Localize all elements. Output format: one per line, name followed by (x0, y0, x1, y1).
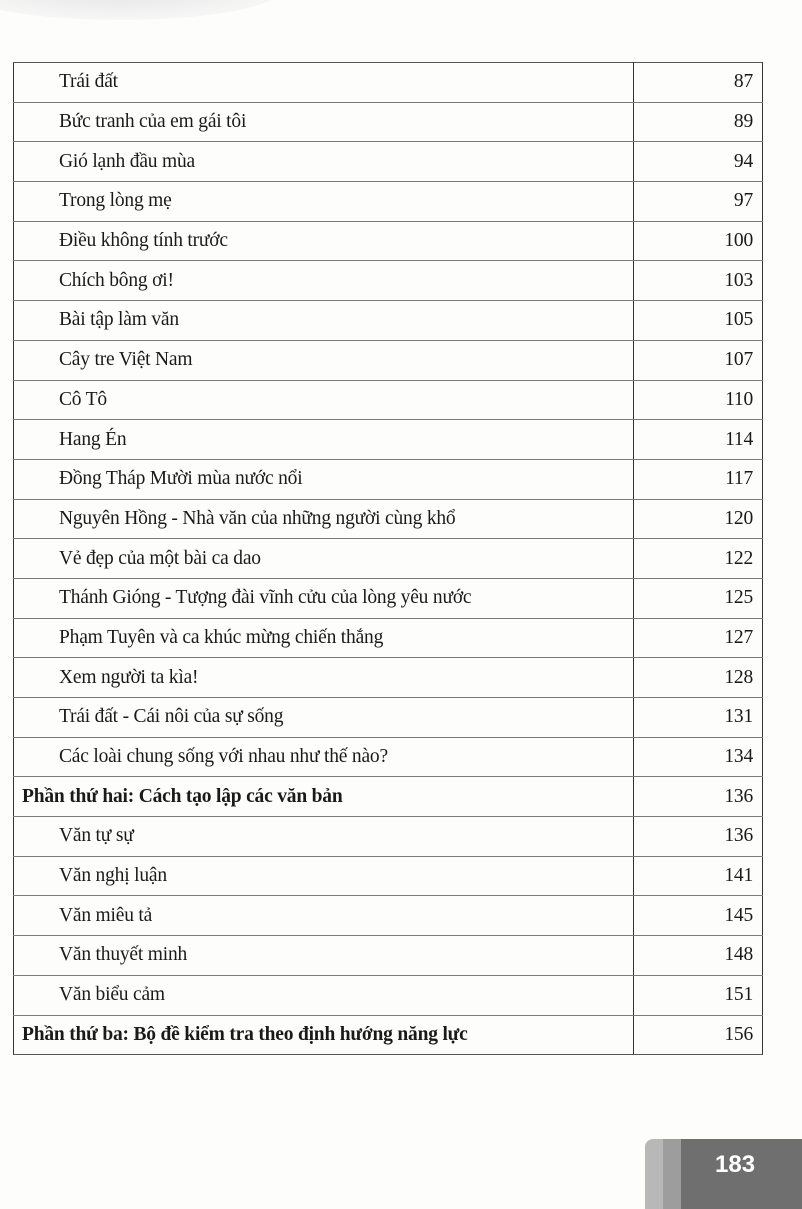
toc-row (14, 340, 763, 380)
toc-title: Bức tranh của em gái tôi (14, 102, 634, 142)
toc-title: Văn miêu tả (14, 896, 634, 936)
toc-page-number: 136 (634, 817, 763, 857)
toc-title: Gió lạnh đầu mùa (14, 142, 634, 182)
toc-page-number: 105 (634, 301, 763, 341)
toc-page-number: 136 (634, 777, 763, 817)
toc-page-number: 97 (634, 182, 763, 222)
toc-page-number: 134 (634, 737, 763, 777)
toc-title: Nguyên Hồng - Nhà văn của những người cùng khổ (14, 499, 634, 539)
toc-page-number: 151 (634, 975, 763, 1015)
toc-page-number: 156 (634, 1015, 763, 1055)
toc-page-number: 87 (634, 63, 763, 103)
toc-title: Văn tự sự (14, 817, 634, 857)
toc-section-row (14, 1015, 763, 1055)
toc-page-number: 114 (634, 420, 763, 460)
toc-title: Trái đất (14, 63, 634, 103)
toc-row (14, 618, 763, 658)
toc-row (14, 856, 763, 896)
toc-title: Văn thuyết minh (14, 936, 634, 976)
toc-page-number: 128 (634, 658, 763, 698)
toc-page-number: 117 (634, 459, 763, 499)
toc-row (14, 658, 763, 698)
toc-page-number: 94 (634, 142, 763, 182)
toc-row (14, 936, 763, 976)
toc-page-number: 100 (634, 221, 763, 261)
toc-page-number: 103 (634, 261, 763, 301)
toc-row (14, 221, 763, 261)
toc-page-number: 141 (634, 856, 763, 896)
toc-title: Hang Én (14, 420, 634, 460)
toc-page-number: 145 (634, 896, 763, 936)
toc-row (14, 737, 763, 777)
toc-title: Bài tập làm văn (14, 301, 634, 341)
toc-title: Đồng Tháp Mười mùa nước nổi (14, 459, 634, 499)
toc-row (14, 578, 763, 618)
toc-title: Các loài chung sống với nhau như thế nào? (14, 737, 634, 777)
toc-row (14, 539, 763, 579)
toc-row (14, 142, 763, 182)
page-number: 183 (715, 1151, 756, 1178)
toc-row (14, 896, 763, 936)
toc-title: Vẻ đẹp của một bài ca dao (14, 539, 634, 579)
toc-row (14, 817, 763, 857)
toc-title: Thánh Gióng - Tượng đài vĩnh cửu của lòng yêu nước (14, 578, 634, 618)
toc-title: Trái đất - Cái nôi của sự sống (14, 698, 634, 738)
toc-page-number: 89 (634, 102, 763, 142)
toc-section-row (14, 777, 763, 817)
toc-title: Cây tre Việt Nam (14, 340, 634, 380)
toc-page-number: 120 (634, 499, 763, 539)
toc-row (14, 380, 763, 420)
toc-row (14, 301, 763, 341)
toc-row (14, 182, 763, 222)
toc-title: Điều không tính trước (14, 221, 634, 261)
toc-title: Phần thứ hai: Cách tạo lập các văn bản (14, 777, 634, 817)
toc-page-number: 107 (634, 340, 763, 380)
toc-title: Phạm Tuyên và ca khúc mừng chiến thắng (14, 618, 634, 658)
toc-title: Cô Tô (14, 380, 634, 420)
toc-row (14, 102, 763, 142)
table-of-contents (13, 62, 763, 1055)
toc-row (14, 499, 763, 539)
toc-title: Phần thứ ba: Bộ đề kiểm tra theo định hướng năng lực (14, 1015, 634, 1055)
toc-page-number: 125 (634, 578, 763, 618)
toc-row (14, 261, 763, 301)
toc-title: Chích bông ơi! (14, 261, 634, 301)
toc-title: Văn biểu cảm (14, 975, 634, 1015)
toc-page-number: 110 (634, 380, 763, 420)
toc-title: Xem người ta kìa! (14, 658, 634, 698)
toc-title: Văn nghị luận (14, 856, 634, 896)
toc-row (14, 698, 763, 738)
toc-page-number: 148 (634, 936, 763, 976)
toc-page-number: 127 (634, 618, 763, 658)
page-number-badge (645, 1139, 802, 1209)
toc-page-number: 131 (634, 698, 763, 738)
toc-row (14, 420, 763, 460)
toc-row (14, 975, 763, 1015)
toc-row (14, 459, 763, 499)
page-shadow (0, 0, 280, 20)
toc-row (14, 63, 763, 103)
toc-page-number: 122 (634, 539, 763, 579)
toc-title: Trong lòng mẹ (14, 182, 634, 222)
